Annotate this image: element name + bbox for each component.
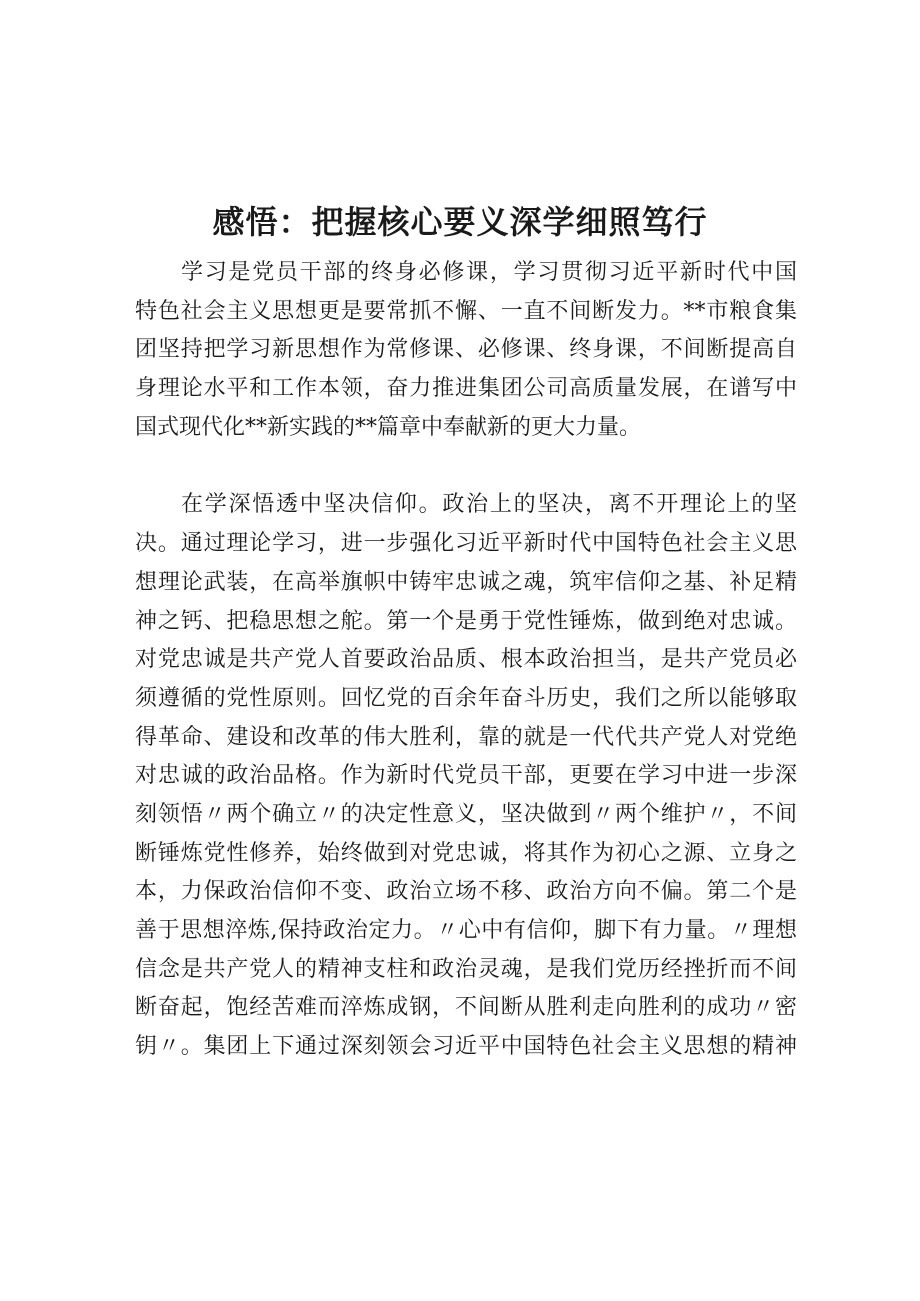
paragraph-line: 钥〃。集团上下通过深刻领会习近平中国特色社会主义思想的精神: [135, 1034, 797, 1060]
paragraph-line: 对党忠诚是共产党人首要政治品质、根本政治担当，是共产党员必: [135, 647, 797, 673]
paragraph-line: 断奋起，饱经苦难而淬炼成钢，不间断从胜利走向胜利的成功〃密: [135, 995, 797, 1021]
paragraph-line: 身理论水平和工作本领，奋力推进集团公司高质量发展，在谱写中: [135, 376, 797, 402]
paragraph-line: 本，力保政治信仰不变、政治立场不移、政治方向不偏。第二个是: [135, 879, 797, 905]
paragraph-line: 国式现代化**新实践的**篇章中奉献新的更大力量。: [135, 414, 642, 440]
paragraph-line: 须遵循的党性原则。回忆党的百余年奋斗历史，我们之所以能够取: [135, 685, 797, 711]
paragraph-line: 神之钙、把稳思想之舵。第一个是勇于党性锤炼，做到绝对忠诚。: [135, 608, 797, 634]
paragraph-line: 善于思想淬炼,保持政治定力。〃心中有信仰，脚下有力量。〃理想: [135, 918, 797, 943]
document-title: 感悟：把握核心要义深学细照笃行: [212, 203, 708, 241]
paragraph-line: 团坚持把学习新思想作为常修课、必修课、终身课，不间断提高自: [135, 337, 797, 363]
paragraph-spacer: [135, 447, 797, 486]
paragraph-line: 在学深悟透中坚决信仰。政治上的坚决，离不开理论上的坚: [181, 492, 797, 518]
paragraph-intro: [135, 254, 797, 447]
paragraph-line: 学习是党员干部的终身必修课，学习贯彻习近平新时代中国: [181, 260, 797, 285]
paragraph-line: 刻领悟〃两个确立〃的决定性意义，坚决做到〃两个维护〃，不间: [135, 801, 797, 827]
paragraph-line: 想理论武装，在高举旗帜中铸牢忠诚之魂，筑牢信仰之基、补足精: [135, 569, 797, 595]
document-body: [135, 254, 797, 1067]
paragraph-line: 对忠诚的政治品格。作为新时代党员干部，更要在学习中进一步深: [135, 763, 797, 789]
paragraph-line: 得革命、建设和改革的伟大胜利，靠的就是一代代共产党人对党绝: [135, 724, 797, 750]
paragraph-faith: [135, 486, 797, 1066]
paragraph-line: 决。通过理论学习，进一步强化习近平新时代中国特色社会主义思: [135, 531, 797, 557]
paragraph-line: 特色社会主义思想更是要常抓不懈、一直不间断发力。**市粮食集: [135, 298, 797, 324]
paragraph-line: 断锤炼党性修养，始终做到对党忠诚，将其作为初心之源、立身之: [135, 840, 797, 866]
paragraph-line: 信念是共产党人的精神支柱和政治灵魂，是我们党历经挫折而不间: [135, 956, 797, 982]
